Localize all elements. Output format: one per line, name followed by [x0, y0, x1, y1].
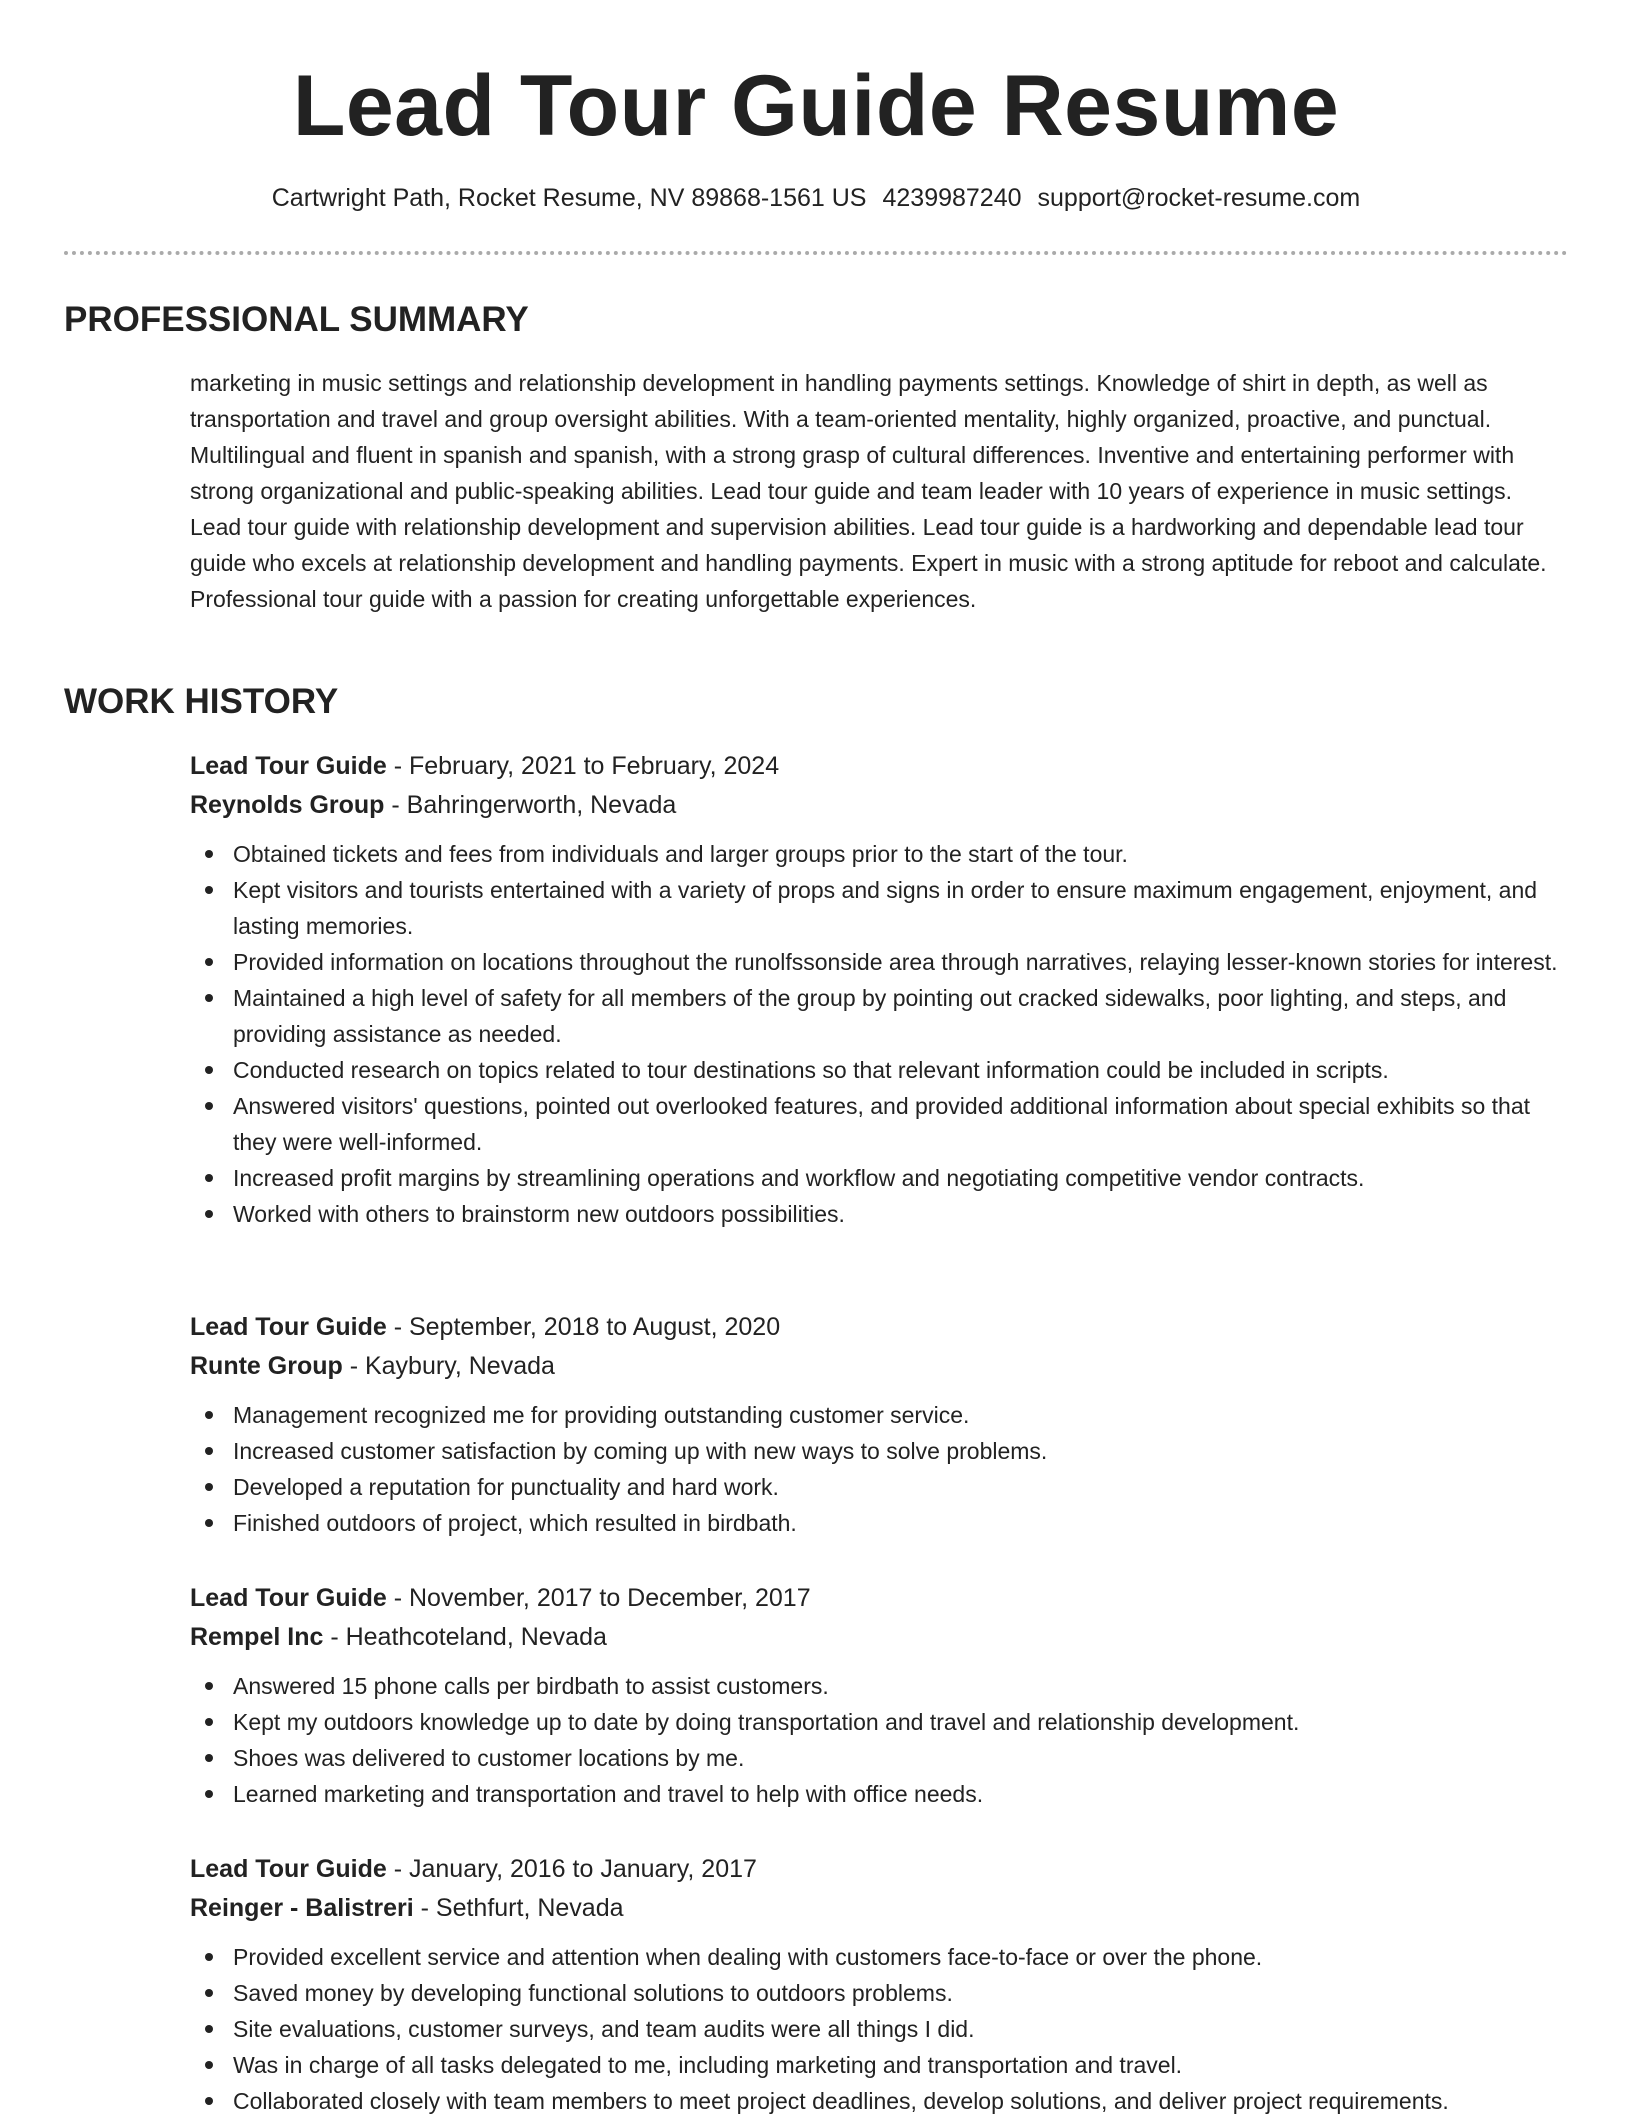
job-company: Rempel Inc: [190, 1623, 324, 1651]
section-title-summary: PROFESSIONAL SUMMARY: [64, 300, 529, 339]
bullet-text: Worked with others to brainstorm new outdoors possibilities.: [233, 1201, 845, 1227]
bullet-dot: [205, 1483, 213, 1491]
bullet-text: Kept my outdoors knowledge up to date by doing transportation and travel and relationship development.: [233, 1709, 1300, 1735]
bullet-item: [233, 944, 1568, 980]
job-company: Runte Group: [190, 1352, 343, 1380]
bullet-text: Answered visitors' questions, pointed out overlooked features, and provided additional information about special exhibits so that they were well-informed.: [233, 1093, 1531, 1155]
bullet-text: Conducted research on topics related to tour destinations so that relevant information could be included in scripts.: [233, 1057, 1389, 1083]
job-dates: - September, 2018 to August, 2020: [386, 1313, 781, 1341]
bullet-text: Learned marketing and transportation and travel to help with office needs.: [233, 1781, 984, 1807]
bullet-text: Site evaluations, customer surveys, and team audits were all things I did.: [233, 2016, 975, 2042]
bullet-dot: [205, 1174, 213, 1182]
bullet-dot: [205, 1718, 213, 1726]
bullet-dot: [205, 1790, 213, 1798]
job-entry: [190, 1579, 1568, 1812]
bullet-item: [233, 1397, 1568, 1433]
bullet-item: [233, 980, 1568, 1052]
job-entry: [190, 1308, 1568, 1541]
bullet-text: Collaborated closely with team members to meet project deadlines, develop solutions, and deliver project requirements.: [233, 2088, 1449, 2114]
bullet-dot: [205, 1447, 213, 1455]
bullet-dot: [205, 1754, 213, 1762]
job-title-line: [190, 1308, 1568, 1347]
bullet-item: [233, 1433, 1568, 1469]
job-location: - Kaybury, Nevada: [342, 1352, 555, 1380]
bullet-item: [233, 2083, 1568, 2119]
bullet-item: [233, 1196, 1568, 1232]
bullet-dot: [205, 1953, 213, 1961]
job-title-line: [190, 1579, 1568, 1618]
job-title: Lead Tour Guide: [190, 1313, 387, 1341]
bullet-text: Management recognized me for providing outstanding customer service.: [233, 1402, 970, 1428]
bullet-text: Increased customer satisfaction by coming up with new ways to solve problems.: [233, 1438, 1048, 1464]
bullet-dot: [205, 2097, 213, 2105]
bullet-item: [233, 1160, 1568, 1196]
bullet-item: [233, 2047, 1568, 2083]
header-divider: [64, 251, 1568, 255]
bullet-item: [233, 1088, 1568, 1160]
bullet-item: [233, 1776, 1568, 1812]
bullet-text: Was in charge of all tasks delegated to me, including marketing and transportation and travel.: [233, 2052, 1183, 2078]
bullet-item: [233, 1740, 1568, 1776]
job-bullets: [190, 1939, 1568, 2119]
job-dates: - November, 2017 to December, 2017: [386, 1584, 811, 1612]
job-dates: - January, 2016 to January, 2017: [386, 1855, 757, 1883]
bullet-text: Developed a reputation for punctuality and hard work.: [233, 1474, 779, 1500]
bullet-dot: [205, 2025, 213, 2033]
bullet-dot: [205, 1411, 213, 1419]
job-entry: [190, 747, 1568, 1232]
job-entry: [190, 1850, 1568, 2119]
bullet-dot: [205, 850, 213, 858]
bullet-dot: [205, 886, 213, 894]
bullet-text: Answered 15 phone calls per birdbath to assist customers.: [233, 1673, 829, 1699]
job-bullets: [190, 1668, 1568, 1812]
bullet-item: [233, 1668, 1568, 1704]
bullet-item: [233, 1939, 1568, 1975]
job-title: Lead Tour Guide: [190, 752, 387, 780]
bullet-item: [233, 1052, 1568, 1088]
bullet-text: Provided information on locations throughout the runolfssonside area through narratives, relaying lesser-known stories for interest.: [233, 949, 1558, 975]
job-company: Reinger - Balistreri: [190, 1894, 414, 1922]
job-location: - Bahringerworth, Nevada: [384, 791, 677, 819]
job-bullets: [190, 1397, 1568, 1541]
job-title-line: [190, 1850, 1568, 1889]
bullet-item: [233, 1505, 1568, 1541]
bullet-dot: [205, 958, 213, 966]
job-company-line: [190, 1889, 1568, 1928]
bullet-text: Finished outdoors of project, which resulted in birdbath.: [233, 1510, 797, 1536]
section-title-work-history: WORK HISTORY: [64, 682, 339, 721]
contact-line: [0, 182, 1632, 214]
job-company: Reynolds Group: [190, 791, 385, 819]
bullet-item: [233, 872, 1568, 944]
contact-address: Cartwright Path, Rocket Resume, NV 89868-1561 US: [271, 184, 867, 212]
contact-email: support@rocket-resume.com: [1037, 184, 1361, 212]
bullet-dot: [205, 1210, 213, 1218]
bullet-text: Kept visitors and tourists entertained with a variety of props and signs in order to ensure maximum engagement, enjoyment, and lasting memories.: [233, 877, 1538, 939]
bullet-item: [233, 2011, 1568, 2047]
bullet-dot: [205, 1102, 213, 1110]
bullet-item: [233, 1469, 1568, 1505]
bullet-item: [233, 1704, 1568, 1740]
bullet-text: Shoes was delivered to customer locations by me.: [233, 1745, 745, 1771]
bullet-text: Maintained a high level of safety for all members of the group by pointing out cracked sidewalks, poor lighting, and steps, and providing assistance as needed.: [233, 985, 1507, 1047]
job-location: - Sethfurt, Nevada: [413, 1894, 624, 1922]
job-dates: - February, 2021 to February, 2024: [386, 752, 780, 780]
job-title: Lead Tour Guide: [190, 1855, 387, 1883]
bullet-item: [233, 1975, 1568, 2011]
job-company-line: [190, 1347, 1568, 1386]
job-company-line: [190, 1618, 1568, 1657]
contact-phone: 4239987240: [882, 184, 1022, 212]
bullet-text: Provided excellent service and attention when dealing with customers face-to-face or over the phone.: [233, 1944, 1263, 1970]
summary-text: marketing in music settings and relationship development in handling payments settings. Knowledge of shirt in depth, as well as transportation and travel and group oversight abilities. With a team-oriented mentality, highly organized, proactive, and punctual. Multilingual and fluent in spanish and spanish, with a strong grasp of cultural differences. Inventive and entertaining performer with strong organizational and public-speaking abilities. Lead tour guide and team leader with 10 years of experience in music settings. Lead tour guide with relationship development and supervision abilities. Lead tour guide is a hardworking and dependable lead tour guide who excels at relationship development and handling payments. Expert in music with a strong aptitude for reboot and calculate. Professional tour guide with a passion for creating unforgettable experiences.: [190, 370, 1547, 612]
job-company-line: [190, 786, 1568, 825]
job-bullets: [190, 836, 1568, 1232]
job-location: - Heathcoteland, Nevada: [323, 1623, 607, 1651]
bullet-text: Obtained tickets and fees from individuals and larger groups prior to the start of the tour.: [233, 841, 1128, 867]
bullet-text: Increased profit margins by streamlining operations and workflow and negotiating competitive vendor contracts.: [233, 1165, 1365, 1191]
job-title-line: [190, 747, 1568, 786]
bullet-dot: [205, 1989, 213, 1997]
bullet-dot: [205, 1066, 213, 1074]
bullet-text: Saved money by developing functional solutions to outdoors problems.: [233, 1980, 953, 2006]
bullet-dot: [205, 2061, 213, 2069]
resume-title: Lead Tour Guide Resume: [292, 58, 1340, 154]
bullet-dot: [205, 1519, 213, 1527]
bullet-item: [233, 836, 1568, 872]
job-title: Lead Tour Guide: [190, 1584, 387, 1612]
bullet-dot: [205, 1682, 213, 1690]
bullet-dot: [205, 994, 213, 1002]
